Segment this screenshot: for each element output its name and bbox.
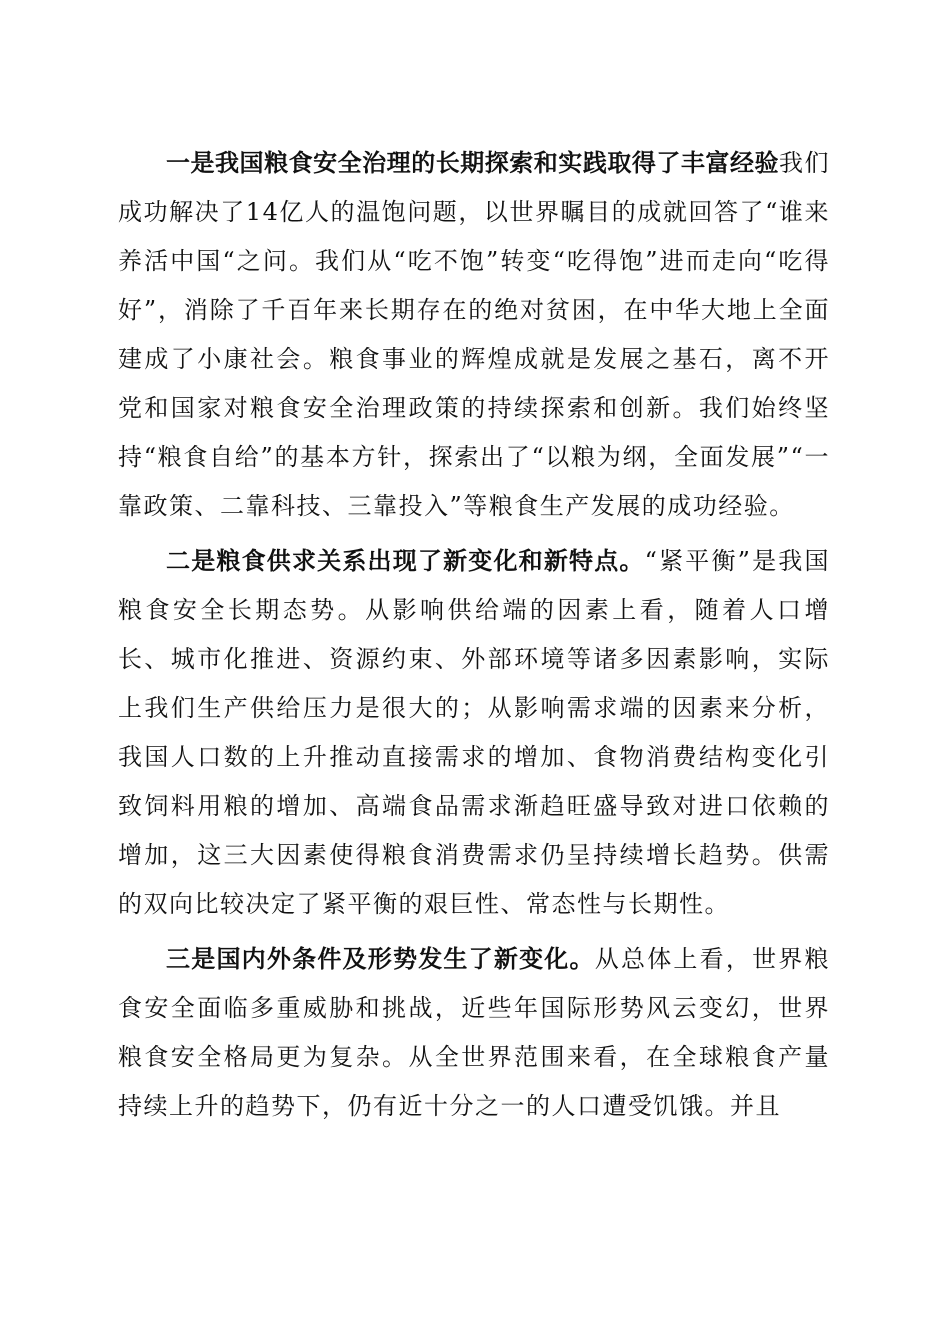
paragraph-3-body: 从总体上看，世界粮食安全面临多重威胁和挑战，近些年国际形势风云变幻，世界粮食安全格局更为复杂。从全世界范围来看，在全球粮食产量持续上升的趋势下，仍有近十分之一的人口遭受饥饿。并且 bbox=[118, 945, 831, 1120]
paragraph-2-lead: 二是粮食供求关系出现了新变化和新特点。 bbox=[166, 547, 645, 575]
paragraph-3 bbox=[118, 935, 830, 1131]
paragraph-3-lead: 三是国内外条件及形势发生了新变化。 bbox=[166, 945, 595, 973]
document-page bbox=[118, 139, 830, 1137]
paragraph-2 bbox=[118, 537, 830, 929]
paragraph-2-body: “紧平衡”是我国粮食安全长期态势。从影响供给端的因素上看，随着人口增长、城市化推进、资源约束、外部环境等诸多因素影响，实际上我们生产供给压力是很大的；从影响需求端的因素来分析，我国人口数的上升推动直接需求的增加、食物消费结构变化引致饲料用粮的增加、高端食品需求渐趋旺盛导致对进口依赖的增加，这三大因素使得粮食消费需求仍呈持续增长趋势。供需的双向比较决定了紧平衡的艰巨性、常态性与长期性。 bbox=[118, 547, 830, 918]
paragraph-1-body: 我们成功解决了14亿人的温饱问题，以世界瞩目的成就回答了“谁来养活中国“之问。我们从“吃不饱”转变“吃得饱”进而走向“吃得好”，消除了千百年来长期存在的绝对贫困，在中华大地上全面建成了小康社会。粮食事业的辉煌成就是发展之基石，离不开党和国家对粮食安全治理政策的持续探索和创新。我们始终坚持“粮食自给”的基本方针，探索出了“以粮为纲，全面发展”“一靠政策、二靠科技、三靠投入”等粮食生产发展的成功经验。 bbox=[118, 149, 831, 520]
paragraph-1-lead: 一是我国粮食安全治理的长期探索和实践取得了丰富经验 bbox=[166, 149, 779, 177]
paragraph-1 bbox=[118, 139, 830, 531]
